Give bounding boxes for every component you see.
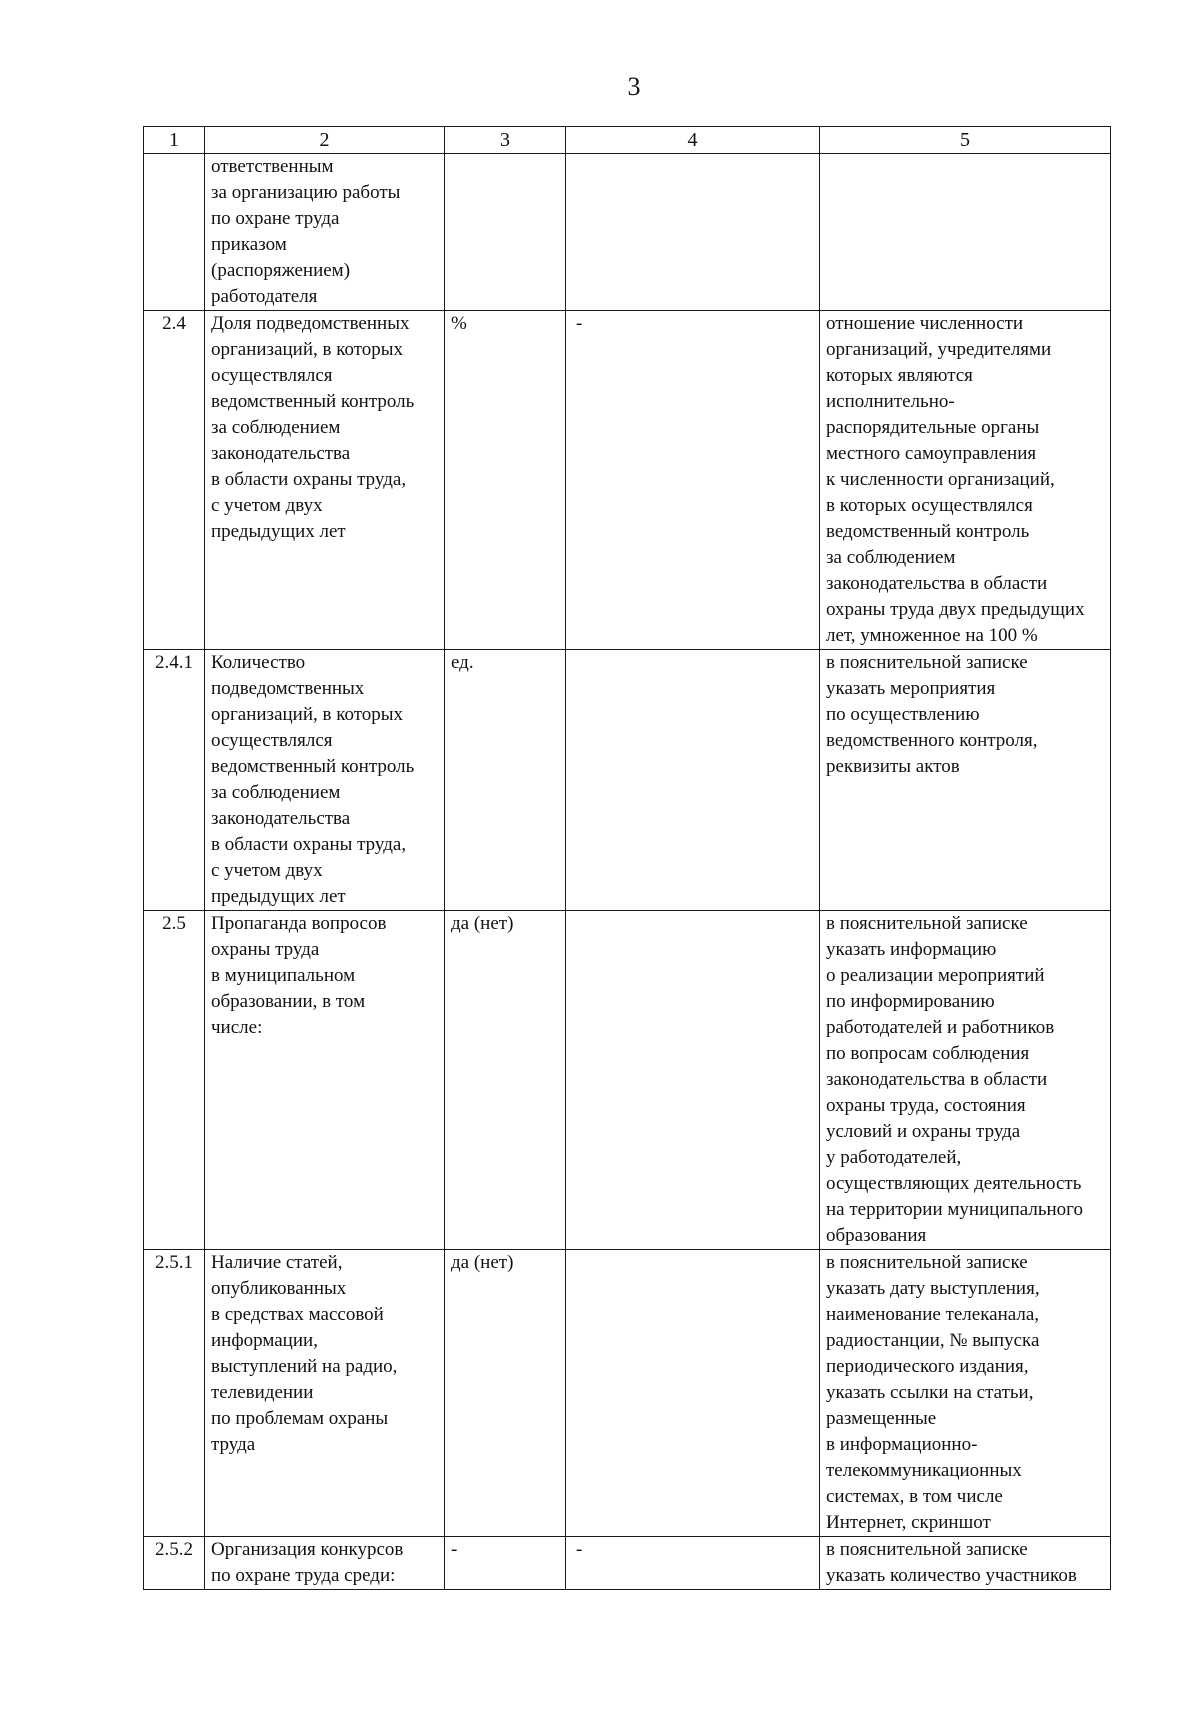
note-cell: отношение численности организаций, учредителями которых являются исполнительно- распорядительные органы местного самоуправления к численности организаций, в которых осуществлялся ведомственный контроль за соблюдением законодательства в области охраны труда двух предыдущих лет, умноженное на 100 % <box>820 311 1111 650</box>
value-cell <box>566 154 820 311</box>
row-number-cell: 2.5.2 <box>144 1537 205 1590</box>
row-number-cell: 2.4.1 <box>144 650 205 911</box>
value-cell: - <box>566 1537 820 1590</box>
note-cell: в пояснительной записке указать информацию о реализации мероприятий по информированию работодателей и работников по вопросам соблюдения законодательства в области охраны труда, состояния условий и охраны труда у работодателей, осуществляющих деятельность на территории муниципального образования <box>820 911 1111 1250</box>
table-row <box>144 650 1111 911</box>
table-row <box>144 311 1111 650</box>
table-row <box>144 154 1111 311</box>
unit-cell: % <box>445 311 566 650</box>
value-cell <box>566 1250 820 1537</box>
value-cell: - <box>566 311 820 650</box>
indicator-name-cell: Количество подведомственных организаций, в которых осуществлялся ведомственный контроль за соблюдением законодательства в области охраны труда, с учетом двух предыдущих лет <box>205 650 445 911</box>
table-row <box>144 1250 1111 1537</box>
indicator-name-cell: Организация конкурсов по охране труда среди: <box>205 1537 445 1590</box>
row-number-cell <box>144 154 205 311</box>
note-cell: в пояснительной записке указать количество участников <box>820 1537 1111 1590</box>
indicator-name-cell: Доля подведомственных организаций, в которых осуществлялся ведомственный контроль за соблюдением законодательства в области охраны труда, с учетом двух предыдущих лет <box>205 311 445 650</box>
row-number-cell: 2.5.1 <box>144 1250 205 1537</box>
unit-cell: ед. <box>445 650 566 911</box>
column-header-4: 4 <box>566 127 820 154</box>
unit-cell: да (нет) <box>445 1250 566 1537</box>
row-number-cell: 2.4 <box>144 311 205 650</box>
column-header-3: 3 <box>445 127 566 154</box>
unit-cell: - <box>445 1537 566 1590</box>
column-header-2: 2 <box>205 127 445 154</box>
indicator-name-cell: ответственным за организацию работы по охране труда приказом (распоряжением) работодателя <box>205 154 445 311</box>
unit-cell: да (нет) <box>445 911 566 1250</box>
indicator-name-cell: Наличие статей, опубликованных в средствах массовой информации, выступлений на радио, телевидении по проблемам охраны труда <box>205 1250 445 1537</box>
table-header-row <box>144 127 1111 154</box>
note-cell <box>820 154 1111 311</box>
note-cell: в пояснительной записке указать мероприятия по осуществлению ведомственного контроля, реквизиты актов <box>820 650 1111 911</box>
column-header-1: 1 <box>144 127 205 154</box>
note-cell: в пояснительной записке указать дату выступления, наименование телеканала, радиостанции, № выпуска периодического издания, указать ссылки на статьи, размещенные в информационно- телекоммуникационных системах, в том числе Интернет, скриншот <box>820 1250 1111 1537</box>
table-row <box>144 911 1111 1250</box>
table-row <box>144 1537 1111 1590</box>
page-number: 3 <box>627 72 641 101</box>
column-header-5: 5 <box>820 127 1111 154</box>
unit-cell <box>445 154 566 311</box>
indicators-table <box>143 126 1111 1590</box>
indicator-name-cell: Пропаганда вопросов охраны труда в муниципальном образовании, в том числе: <box>205 911 445 1250</box>
row-number-cell: 2.5 <box>144 911 205 1250</box>
value-cell <box>566 650 820 911</box>
value-cell <box>566 911 820 1250</box>
